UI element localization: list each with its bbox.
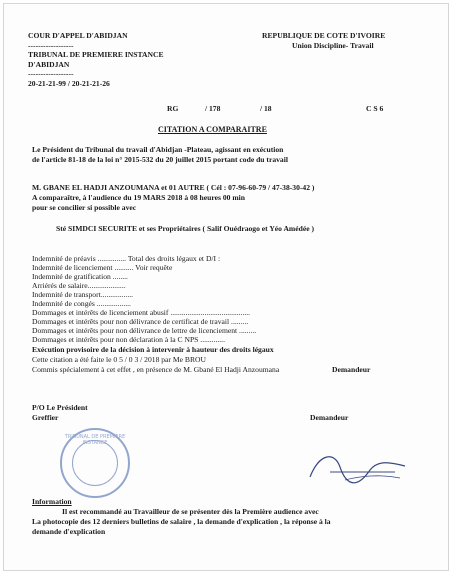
information-line-3: demande d'explication — [32, 527, 106, 536]
handwritten-signature — [300, 432, 410, 502]
information-title: Information — [32, 497, 72, 506]
chamber-code: C S 6 — [366, 104, 384, 113]
country-name: REPUBLIQUE DE COTE D'IVOIRE — [262, 31, 386, 40]
header-left-dashes: ------------------ — [28, 41, 74, 50]
claim-line: Indemnité de transport................. — [32, 290, 134, 299]
po-president: P/O Le Président — [32, 403, 88, 412]
rg-year: / 18 — [260, 104, 272, 113]
rg-number: / 178 — [205, 104, 221, 113]
claim-line: Indemnité de préavis ............... Total des droits légaux et D/I : — [32, 254, 221, 263]
claim-line: Indemnité de licenciement .......... Voir requête — [32, 263, 173, 272]
claim-line: Dommages et intérêts pour non délivrance de lettre de licenciement ......... — [32, 326, 257, 335]
hearing-date-line: A comparaître, à l'audience du 19 MARS 2018 à 08 heures 00 min — [32, 193, 245, 202]
demandeur-signature-label: Demandeur — [310, 413, 349, 422]
intro-line-1: Le Président du Tribunal du travail d'Abidjan -Plateau, agissant en exécution — [32, 145, 284, 154]
conciliation-line: pour se concilier si possible avec — [32, 203, 137, 212]
greffier-label: Greffier — [32, 413, 59, 422]
claim-line: Dommages et intérêts de licenciement abusif .......................................... — [32, 308, 251, 317]
court-stamp — [60, 428, 130, 498]
claim-line: Arriérés de salaire.................... — [32, 281, 126, 290]
claim-line: Indemnité de gratification ........ — [32, 272, 128, 281]
tribunal-name: TRIBUNAL DE PREMIERE INSTANCE — [28, 50, 164, 59]
claim-line: Indemnité de congés .................. — [32, 299, 131, 308]
stamp-text: TRIBUNAL DE PREMIERE INSTANCE — [64, 434, 126, 446]
commis-line: Commis spécialement à cet effet , en présence de M. Gbané El Hadji Anzoumana — [32, 365, 280, 374]
header-left-dashes-2: ------------------ — [28, 69, 74, 78]
defendant-line: Sté SIMDCI SECURITE et ses Propriétaires ( Salif Ouédraogo et Yéo Amédée ) — [56, 224, 315, 233]
document-title: CITATION A COMPARAITRE — [158, 125, 267, 134]
court-phones: 20-21-21-99 / 20-21-21-26 — [28, 79, 110, 88]
claim-line: Dommages et intérêts pour non déclaration à la C NPS ............. — [32, 335, 225, 344]
information-line-1: Il est recommandé au Travailleur de se présenter dès la Première audience avec — [62, 507, 319, 516]
plaintiff-line: M. GBANE EL HADJI ANZOUMANA et 01 AUTRE ( Cél : 07-96-60-79 / 47-38-30-42 ) — [32, 183, 315, 192]
claim-line: Dommages et intérêts pour non délivrance de certificat de travail ......... — [32, 317, 249, 326]
citation-served-line: Cette citation a été faite le 0 5 / 0 3 / 2018 par Me BROU — [32, 355, 206, 364]
tribunal-city: D'ABIDJAN — [28, 60, 70, 69]
national-motto: Union Discipline- Travail — [292, 41, 374, 50]
provisional-execution: Exécution provisoire de la décision à intervenir à hauteur des droits légaux — [32, 345, 274, 354]
rg-label: RG — [167, 104, 179, 113]
court-name: COUR D'APPEL D'ABIDJAN — [28, 31, 128, 40]
demandeur-label: Demandeur — [332, 365, 371, 374]
information-line-2: La photocopie des 12 derniers bulletins de salaire , la demande d'explication , la réponse à la — [32, 517, 331, 526]
intro-line-2: de l'article 81-18 de la loi n° 2015-532 du 20 juillet 2015 portant code du travail — [32, 155, 288, 164]
